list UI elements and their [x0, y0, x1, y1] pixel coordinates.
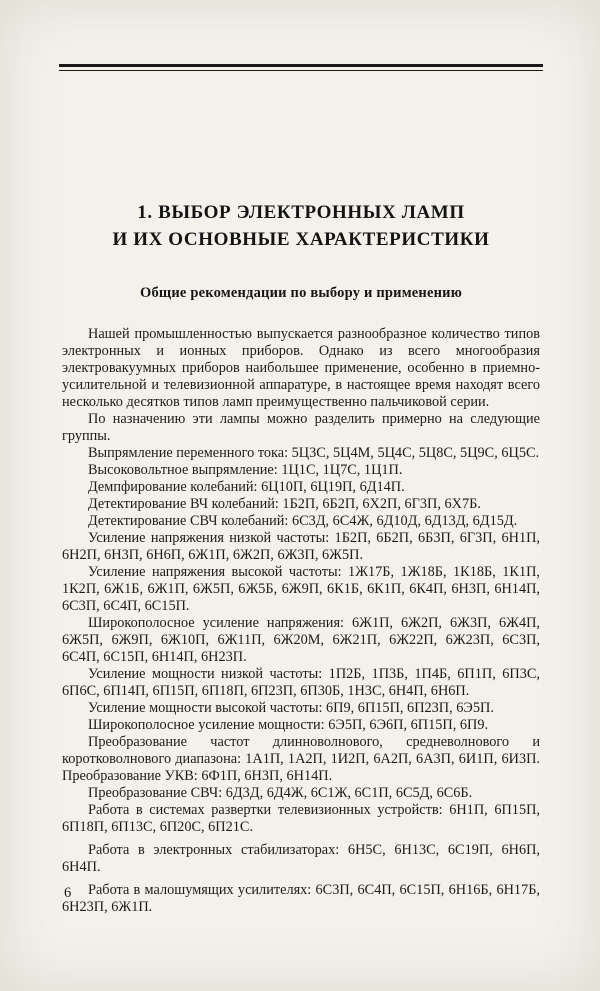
paragraph: Детектирование ВЧ колебаний: 1Б2П, 6Б2П, 6Х2П, 6Г3П, 6Х7Б.: [88, 496, 481, 512]
paragraph: Высоковольтное выпрямление: 1Ц1С, 1Ц7С, 1Ц1П.: [88, 462, 403, 478]
chapter-title: [62, 199, 540, 253]
top-double-rule: [59, 64, 543, 71]
paragraph: Преобразование СВЧ: 6Д3Д, 6Д4Ж, 6С1Ж, 6С1П, 6С5Д, 6С6Б.: [88, 785, 473, 801]
paragraph: Усиление мощности высокой частоты: 6П9, 6П15П, 6П23П, 6Э5П.: [88, 700, 494, 716]
page-content: [62, 0, 540, 916]
paragraph: Усиление мощности низкой частоты: 1П2Б, 1П3Б, 1П4Б, 6П1П, 6П3С, 6П6С, 6П14П, 6П15П, 6П18П, 6П23П, 6П30Б, 1Н3С, 6Н4П, 6Н6П.: [62, 666, 540, 699]
paragraph: Работа в малошумящих усилителях: 6С3П, 6С4П, 6С15П, 6Н16Б, 6Н17Б, 6Н23П, 6Ж1П.: [62, 882, 540, 915]
paragraph: Работа в системах развертки телевизионных устройств: 6Н1П, 6П15П, 6П18П, 6П13С, 6П20С, 6П21С.: [62, 802, 540, 835]
paragraph: Демпфирование колебаний: 6Ц10П, 6Ц19П, 6Д14П.: [88, 479, 405, 495]
section-subtitle: Общие рекомендации по выбору и применению: [139, 285, 463, 301]
chapter-title-line2: И ИХ ОСНОВНЫЕ ХАРАКТЕРИСТИКИ: [112, 229, 490, 250]
page-number: 6: [64, 885, 72, 901]
chapter-title-line1: 1. ВЫБОР ЭЛЕКТРОННЫХ ЛАМП: [137, 202, 465, 223]
paragraph: Выпрямление переменного тока: 5Ц3С, 5Ц4М, 5Ц4С, 5Ц8С, 5Ц9С, 6Ц5С.: [88, 445, 540, 461]
body-paragraphs: [62, 326, 540, 916]
paragraph: Усиление напряжения высокой частоты: 1Ж17Б, 1Ж18Б, 1К18Б, 1К1П, 1К2П, 6Ж1Б, 6Ж1П, 6Ж5П, 6Ж5Б, 6Ж9П, 6К1Б, 6К1П, 6К4П, 6Н3П, 6Н14П, 6С3П, 6С4П, 6С15П.: [62, 564, 540, 614]
paragraph: Детектирование СВЧ колебаний: 6С3Д, 6С4Ж, 6Д10Д, 6Д13Д, 6Д15Д.: [88, 513, 518, 529]
paragraph: По назначению эти лампы можно разделить примерно на следующие группы.: [62, 411, 540, 444]
paragraph: Работа в электронных стабилизаторах: 6Н5С, 6Н13С, 6С19П, 6Н6П, 6Н4П.: [62, 842, 540, 875]
paragraph: Преобразование частот длинноволнового, средневолнового и коротковолнового диапазона: 1А1П, 1А2П, 1И2П, 6А2П, 6А3П, 6И1П, 6И3П. Преобразование УКВ: 6Ф1П, 6Н3П, 6Н14П.: [62, 734, 540, 784]
paragraph: Нашей промышленностью выпускается разнообразное количество типов электронных и ионных приборов. Однако из всего многообразия электровакуумных приборов наибольшее применение, особенно в приемно-усилительной и телевизионной аппаратуре, в настоящее время находят всего несколько десятков типов ламп преимущественно пальчиковой серии.: [62, 326, 540, 410]
paragraph: Усиление напряжения низкой частоты: 1Б2П, 6Б2П, 6Б3П, 6Г3П, 6Н1П, 6Н2П, 6Н3П, 6Н6П, 6Ж1П, 6Ж2П, 6Ж3П, 6Ж5П.: [62, 530, 540, 563]
paragraph: Широкополосное усиление мощности: 6Э5П, 6Э6П, 6П15П, 6П9.: [88, 717, 489, 733]
paragraph: Широкополосное усиление напряжения: 6Ж1П, 6Ж2П, 6Ж3П, 6Ж4П, 6Ж5П, 6Ж9П, 6Ж10П, 6Ж11П, 6Ж20М, 6Ж21П, 6Ж22П, 6Ж23П, 6С3П, 6С4П, 6С15П, 6Н14П, 6Н23П.: [62, 615, 540, 665]
